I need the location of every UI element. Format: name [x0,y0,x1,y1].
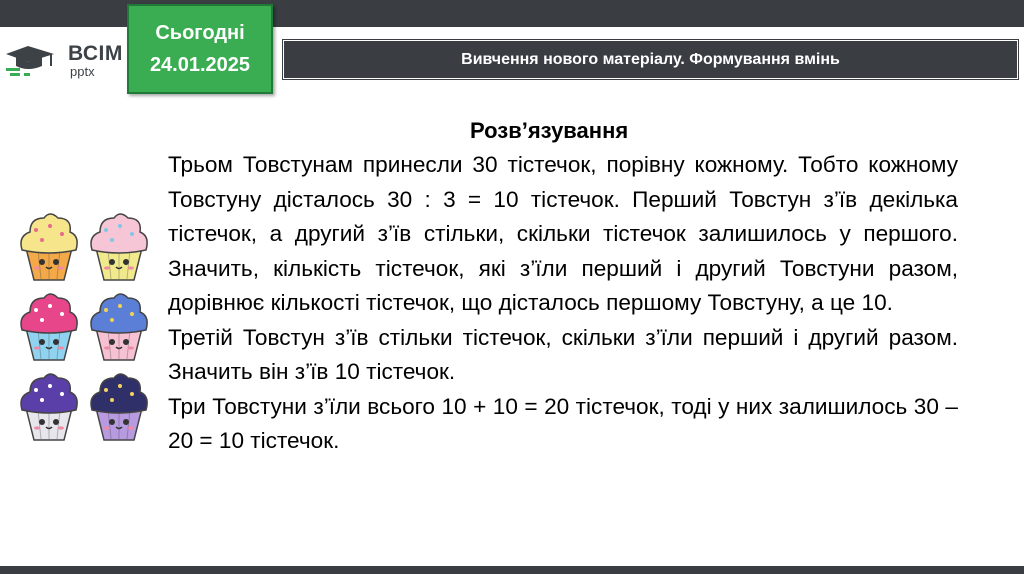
content-body [168,148,958,459]
cupcake-image [84,206,154,286]
cupcake-image [14,366,84,446]
cupcake-image [14,206,84,286]
logo-subtitle: pptx [70,64,95,79]
today-label: Сьогодні [155,22,245,44]
lesson-stage-title: Вивчення нового матеріалу. Формування вмінь [461,50,840,68]
paragraph: Три Товстуни з’їли всього 10 + 10 = 20 тістечок, тоді у них залишилось 30 – 20 = 10 тістечок. [168,393,958,453]
content-title: Розв’язування [470,118,629,143]
date-box [127,4,273,94]
logo-brand: ВСІМ [68,42,123,65]
graduation-cap-icon [6,40,66,80]
cupcake-image [84,366,154,446]
date-value: 24.01.2025 [149,54,251,76]
cupcake-image [84,286,154,366]
logo [6,40,128,80]
paragraph: Третій Товстун з’їв стільки тістечок, скільки з’їли перший і другий разом. Значить він з’їв 10 тістечок. [168,324,958,384]
cupcake-image [14,286,84,366]
cupcakes-illustration [14,206,154,446]
header-bar [283,40,1018,79]
bottom-bar [0,566,1024,574]
paragraph: Трьом Товстунам принесли 30 тістечок, порівну кожному. Тобто кожному Товстуну дісталось 30 : 3 = 10 тістечок. Перший Товстун з’їв декілька тістечок, а другий з’їв стільки, скільки тістечок залишилось у першого. Значить, кількість тістечок, які з’їли перший і другий Товстуни разом, дорівнює кількості тістечок, що дісталось першому Товстуну, а це 10. [168,152,958,315]
